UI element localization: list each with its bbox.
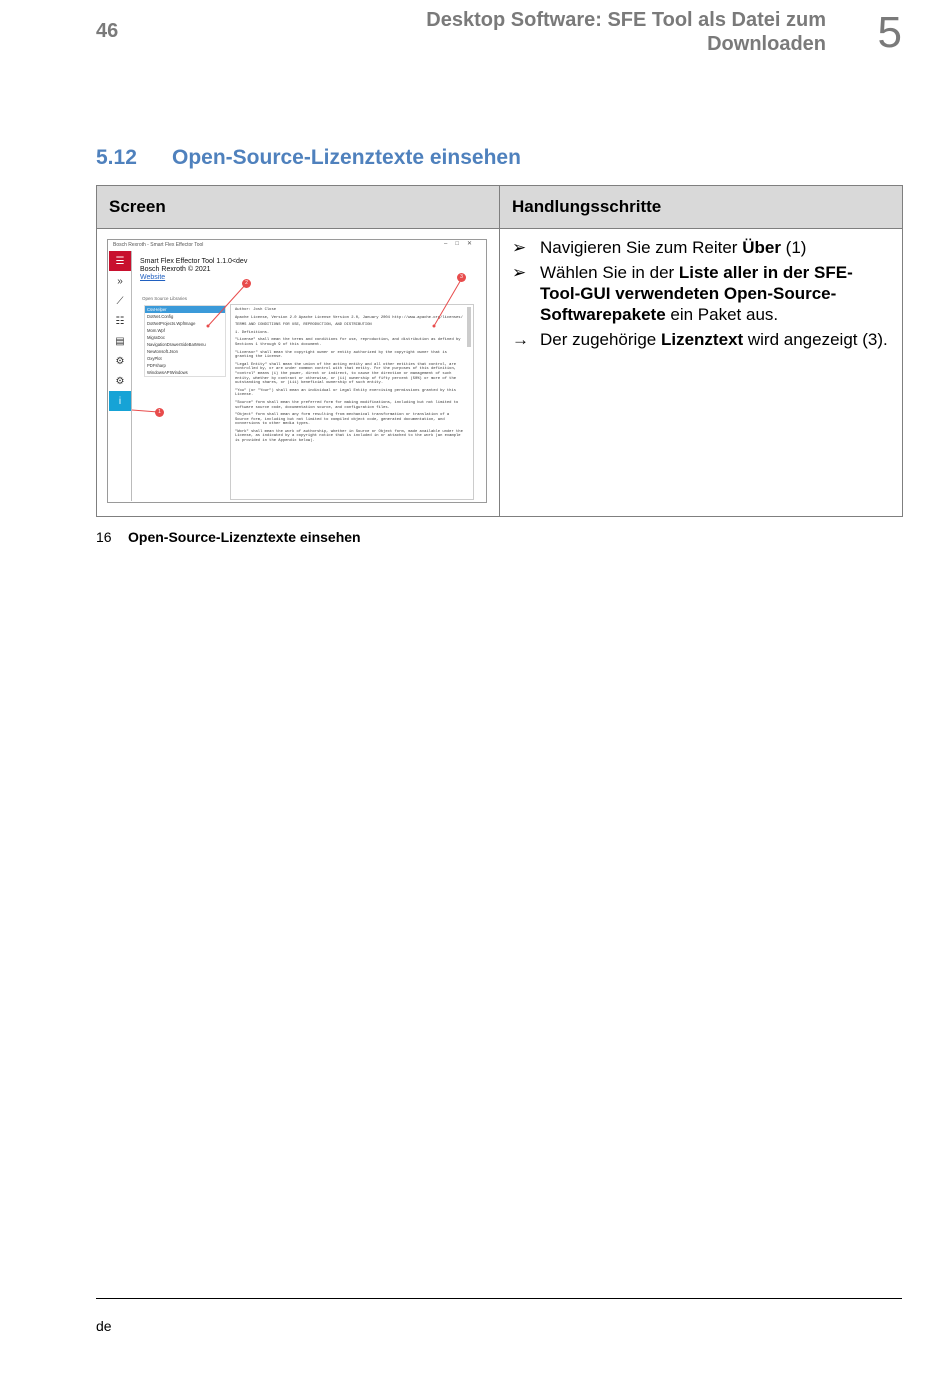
- step-emphasis: Lizenztext: [660, 330, 744, 349]
- package-item: OxyPlot: [147, 356, 162, 361]
- screenshot-window-title: Bosch Rexroth - Smart Flex Effector Tool: [113, 242, 204, 248]
- license-paragraph: "Work" shall mean the work of authorship, whether in Source or Object form, made available under the License, as indicated by a copyright notice that is included in or attached to the work (an example is provided in the Appendix below).: [235, 429, 463, 444]
- section-heading: [96, 146, 521, 170]
- package-item: Newtonsoft.Json: [147, 349, 178, 354]
- license-paragraph: "License" shall mean the terms and conditions for use, reproduction, and distribution as defined by Sections 1 through 9 of this document.: [235, 338, 461, 347]
- steps-cell: [500, 229, 903, 517]
- double-chevron-icon: »: [117, 275, 123, 287]
- column-header-steps: Handlungsschritte: [500, 186, 903, 229]
- license-paragraph: "You" (or "Your") shall mean an individual or Legal Entity exercising permissions granted by this License.: [235, 388, 457, 398]
- package-item: DotNetProjects.WpfImage: [147, 321, 196, 326]
- step-emphasis: Liste aller in der SFE-Tool-GUI verwendeten Open-Source-Softwarepakete: [540, 263, 853, 324]
- info-icon: i: [109, 391, 131, 411]
- step-item: [512, 237, 888, 258]
- caption-number: 16: [96, 529, 112, 545]
- screenshot-website-link: Website: [140, 274, 166, 281]
- window-controls: –□✕: [444, 241, 480, 247]
- callout-3: 3: [457, 273, 466, 282]
- package-item: CsvHelper: [145, 306, 225, 313]
- license-paragraph: "Source" form shall mean the preferred form for making modifications, including but not limited to software source code, documentation source, and configuration files.: [235, 400, 459, 410]
- license-paragraph: "Licensor" shall mean the copyright owner or entity authorized by the copyright owner that is granting the License.: [235, 350, 447, 360]
- footer-language: de: [96, 1318, 112, 1334]
- license-paragraph: TERMS AND CONDITIONS FOR USE, REPRODUCTION, AND DISTRIBUTION: [235, 323, 372, 328]
- package-item: MigraDoc: [147, 335, 165, 340]
- step-item: [512, 262, 888, 325]
- section-number: 5.12: [96, 146, 137, 169]
- gears-icon: ⚙: [115, 355, 125, 367]
- step-marker: ➢: [512, 238, 527, 257]
- callout-1: 1: [155, 408, 164, 417]
- screenshot-packages-label: Open Source Libraries: [142, 296, 188, 301]
- step-marker: →: [512, 330, 529, 349]
- caption-text: Open-Source-Lizenztexte einsehen: [128, 529, 361, 545]
- step-text: Wählen Sie in der: [540, 263, 679, 282]
- package-item: WindowsAPIWindows: [147, 370, 188, 375]
- step-marker: ➢: [512, 263, 527, 282]
- step-item: [512, 329, 888, 350]
- license-paragraph: Author: Josh Close: [235, 308, 277, 312]
- step-emphasis: Über: [742, 238, 781, 257]
- steps-table: [96, 185, 903, 517]
- hamburger-menu-icon: ☰: [109, 251, 131, 271]
- chapter-number: 5: [877, 8, 902, 57]
- package-item: DotNet.Config: [147, 314, 174, 319]
- callout-lines: [108, 240, 486, 502]
- step-text: ein Paket aus.: [665, 305, 779, 324]
- clipboard-icon: ▤: [115, 335, 125, 347]
- footer-divider: [96, 1298, 902, 1299]
- step-text: Navigieren Sie zum Reiter: [540, 238, 743, 257]
- figure-caption: [96, 529, 361, 545]
- page-number: 46: [96, 20, 119, 42]
- section-title: Open-Source-Lizenztexte einsehen: [172, 146, 521, 169]
- checklist-icon: ☷: [115, 315, 125, 327]
- callout-2: 2: [242, 279, 251, 288]
- screenshot-copyright: Bosch Rexroth © 2021: [140, 266, 211, 273]
- step-text: wird angezeigt (3).: [743, 330, 888, 349]
- column-header-screen: Screen: [97, 186, 500, 229]
- settings-icon: ⚙: [115, 375, 125, 387]
- license-paragraph: Apache License, Version 2.0 Apache License Version 2.0, January 2004 http://www.apache.org/licenses/: [235, 315, 463, 320]
- steps-list: [500, 229, 902, 350]
- license-paragraph: "Legal Entity" shall mean the union of the acting entity and all other entities that control, are controlled by, or are under common control with that entity. For the purposes of this definition, "control" means (i) the power, direct or indirect, to cause the direction or management of such entity, whether by contract or otherwise, or (ii) ownership of fifty percent (50%) or more of the outstanding shares, or (iii) beneficial ownership of such entity.: [235, 362, 457, 386]
- package-item: Mom.Wpf: [147, 328, 165, 333]
- screen-cell: [97, 229, 500, 517]
- chart-icon: ⟋: [116, 295, 124, 307]
- license-paragraph: 1. Definitions.: [235, 330, 270, 335]
- package-item: PDFsharp: [147, 363, 166, 368]
- step-text: (1): [780, 238, 807, 257]
- package-item: NavigationDrawerSideBarMenu: [147, 342, 206, 347]
- step-text: Der zugehörige: [540, 330, 661, 349]
- license-paragraph: "Object" form shall mean any form resulting from mechanical transformation or translation of a Source form, including but not limited to compiled object code, generated documentation, and conversions to other media types.: [235, 413, 450, 427]
- running-header-title: Desktop Software: SFE Tool als Datei zum Downloaden: [426, 9, 826, 55]
- app-screenshot: [107, 239, 487, 503]
- screenshot-app-name: Smart Flex Effector Tool 1.1.0<dev: [140, 258, 248, 265]
